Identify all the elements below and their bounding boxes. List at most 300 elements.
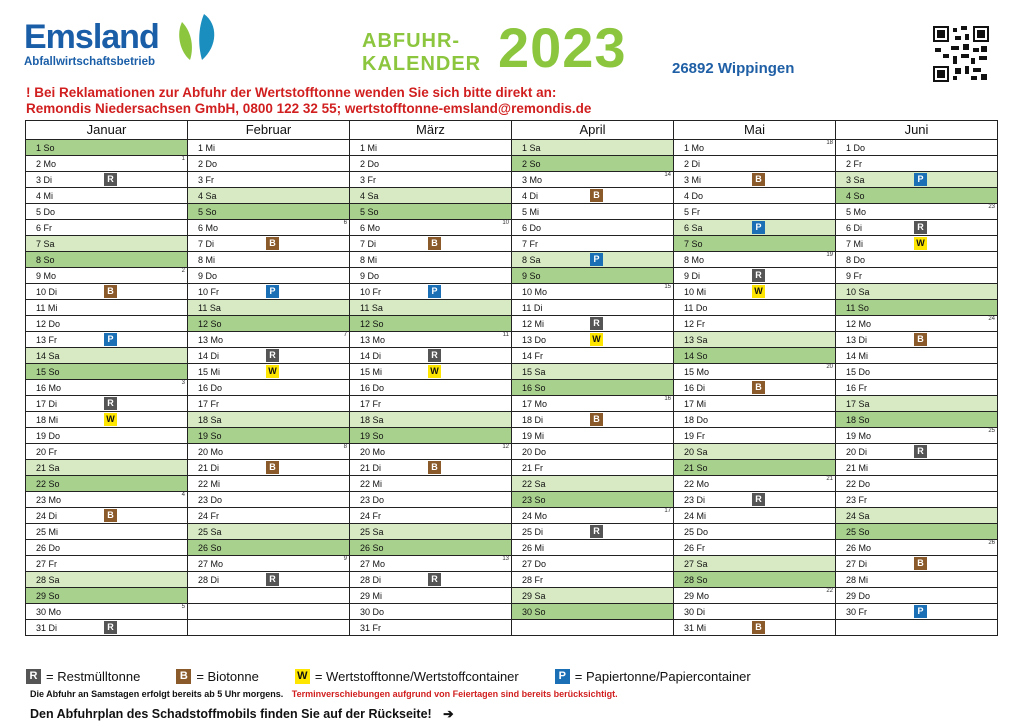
day-label: 27 Di: [846, 559, 868, 569]
papier-badge: P: [914, 173, 927, 186]
legend-item: [295, 669, 519, 684]
papier-badge: P: [104, 333, 117, 346]
day-cell: [836, 556, 997, 572]
day-cell: [350, 540, 511, 556]
day-cell: [836, 412, 997, 428]
day-cell: [188, 300, 349, 316]
day-cell: [512, 316, 673, 332]
day-label: 29 Mi: [360, 591, 383, 601]
day-label: 18 Do: [684, 415, 709, 425]
day-cell: [836, 380, 997, 396]
day-cell: [350, 412, 511, 428]
day-label: 30 So: [522, 607, 546, 617]
day-label: 3 Mi: [684, 175, 702, 185]
day-cell: [350, 188, 511, 204]
day-cell: [188, 236, 349, 252]
day-cell: [674, 540, 835, 556]
day-label: 20 Mo: [360, 447, 386, 457]
empty-day-cell: [836, 620, 997, 636]
day-cell: [26, 348, 187, 364]
day-label: 12 So: [198, 319, 222, 329]
day-cell: [26, 268, 187, 284]
day-cell: [674, 348, 835, 364]
day-cell: [350, 236, 511, 252]
legend-text: = Biotonne: [196, 669, 259, 684]
day-cell: [512, 492, 673, 508]
month-header: Juni: [836, 121, 997, 140]
day-label: 17 Fr: [198, 399, 220, 409]
empty-day-cell: [512, 620, 673, 636]
day-cell: [350, 508, 511, 524]
week-number: 15: [664, 284, 671, 290]
day-cell: [26, 316, 187, 332]
day-label: 18 Sa: [360, 415, 384, 425]
day-cell: [674, 268, 835, 284]
day-cell: [836, 156, 997, 172]
bio-badge: B: [176, 669, 191, 684]
day-label: 19 Mo: [846, 431, 872, 441]
day-cell: [350, 348, 511, 364]
day-label: 16 So: [522, 383, 546, 393]
month-column-april: [512, 121, 674, 636]
restmuell-badge: R: [752, 493, 765, 506]
week-number: 20: [826, 364, 833, 370]
week-number: 11: [502, 332, 509, 338]
day-cell: [674, 412, 835, 428]
qr-code-icon: [933, 26, 989, 82]
bio-badge: B: [428, 461, 441, 474]
day-cell: [26, 508, 187, 524]
day-cell: [350, 268, 511, 284]
day-label: 27 Do: [522, 559, 547, 569]
day-label: 15 Mo: [684, 367, 710, 377]
day-label: 7 Mi: [846, 239, 864, 249]
day-label: 14 Di: [360, 351, 382, 361]
schadstoff-text: Den Abfuhrplan des Schadstoffmobils finden Sie auf der Rückseite!: [30, 707, 432, 721]
day-label: 18 Di: [522, 415, 544, 425]
day-cell: [836, 268, 997, 284]
papier-badge: P: [555, 669, 570, 684]
day-cell: [836, 540, 997, 556]
day-label: 30 Fr: [846, 607, 868, 617]
day-label: 9 Do: [198, 271, 218, 281]
day-cell: [188, 204, 349, 220]
day-cell: [188, 252, 349, 268]
day-label: 14 Sa: [36, 351, 60, 361]
day-cell: [188, 220, 349, 236]
day-label: 10 Fr: [198, 287, 220, 297]
day-label: 4 Do: [684, 191, 704, 201]
day-label: 10 Sa: [846, 287, 870, 297]
day-label: 7 Sa: [36, 239, 55, 249]
bio-badge: B: [752, 621, 765, 634]
day-cell: [836, 332, 997, 348]
day-label: 24 Fr: [360, 511, 382, 521]
day-label: 22 Mo: [684, 479, 710, 489]
day-cell: [512, 380, 673, 396]
day-label: 21 Di: [198, 463, 220, 473]
day-cell: [512, 220, 673, 236]
day-label: 23 Fr: [846, 495, 868, 505]
day-label: 19 Mi: [522, 431, 545, 441]
day-label: 2 Di: [684, 159, 701, 169]
day-cell: [836, 220, 997, 236]
restmuell-badge: R: [590, 525, 603, 538]
month-header: Januar: [26, 121, 187, 140]
calendar-title: [362, 30, 481, 76]
day-cell: [836, 348, 997, 364]
bio-badge: B: [914, 333, 927, 346]
day-label: 20 Di: [846, 447, 868, 457]
day-cell: [26, 572, 187, 588]
week-number: 13: [502, 556, 509, 562]
day-cell: [512, 300, 673, 316]
day-label: 29 Mo: [684, 591, 710, 601]
day-label: 17 Fr: [360, 399, 382, 409]
week-number: 22: [826, 588, 833, 594]
legend-text: = Wertstofftonne/Wertstoffcontainer: [314, 669, 519, 684]
day-label: 14 Di: [198, 351, 220, 361]
day-label: 4 Sa: [360, 191, 379, 201]
day-label: 29 So: [36, 591, 60, 601]
leaf-logo-icon: [174, 12, 220, 64]
day-label: 14 Fr: [522, 351, 544, 361]
day-label: 8 Mo: [684, 255, 705, 265]
day-cell: [26, 204, 187, 220]
logo-subtitle: Abfallwirtschaftsbetrieb: [24, 56, 155, 68]
day-label: 4 Mi: [36, 191, 54, 201]
day-label: 22 Mi: [360, 479, 383, 489]
day-label: 10 Mo: [522, 287, 548, 297]
day-label: 15 Sa: [522, 367, 546, 377]
week-number: 6: [343, 220, 347, 226]
day-label: 1 Mo: [684, 143, 705, 153]
day-label: 19 Fr: [684, 431, 706, 441]
day-label: 26 Mi: [522, 543, 545, 553]
day-cell: [674, 444, 835, 460]
day-label: 6 Fr: [36, 223, 53, 233]
day-cell: [26, 156, 187, 172]
day-cell: [350, 364, 511, 380]
day-cell: [188, 460, 349, 476]
bio-badge: B: [752, 173, 765, 186]
day-cell: [512, 236, 673, 252]
month-header: Februar: [188, 121, 349, 140]
day-cell: [512, 172, 673, 188]
day-cell: [674, 284, 835, 300]
day-cell: [26, 364, 187, 380]
day-label: 27 Sa: [684, 559, 708, 569]
day-cell: [350, 300, 511, 316]
day-label: 12 Do: [36, 319, 61, 329]
day-cell: [350, 396, 511, 412]
day-cell: [674, 396, 835, 412]
day-cell: [674, 556, 835, 572]
day-cell: [350, 444, 511, 460]
day-label: 5 Mo: [846, 207, 867, 217]
day-label: 24 Di: [36, 511, 58, 521]
day-cell: [26, 460, 187, 476]
day-cell: [512, 364, 673, 380]
day-label: 20 Mo: [198, 447, 224, 457]
legend: [26, 669, 787, 684]
day-cell: [836, 572, 997, 588]
day-cell: [512, 604, 673, 620]
day-label: 24 Mo: [522, 511, 548, 521]
logo-wordmark: Emsland: [24, 18, 159, 56]
day-label: 11 Sa: [198, 303, 221, 313]
restmuell-badge: R: [428, 349, 441, 362]
day-cell: [836, 252, 997, 268]
day-label: 10 Mi: [684, 287, 707, 297]
day-label: 23 Do: [198, 495, 223, 505]
day-label: 4 So: [846, 191, 865, 201]
restmuell-badge: R: [266, 349, 279, 362]
day-label: 5 So: [198, 207, 217, 217]
wertstoff-badge: W: [428, 365, 441, 378]
day-cell: [26, 252, 187, 268]
day-cell: [350, 252, 511, 268]
day-cell: [26, 188, 187, 204]
day-cell: [188, 428, 349, 444]
legend-item: [26, 669, 140, 684]
day-cell: [836, 524, 997, 540]
restmuell-badge: R: [914, 221, 927, 234]
wertstoff-badge: W: [104, 413, 117, 426]
day-label: 28 Di: [360, 575, 382, 585]
papier-badge: P: [914, 605, 927, 618]
empty-day-cell: [188, 588, 349, 604]
day-label: 17 Mi: [684, 399, 707, 409]
day-label: 2 Fr: [846, 159, 863, 169]
day-cell: [674, 476, 835, 492]
day-cell: [836, 508, 997, 524]
day-cell: [350, 316, 511, 332]
day-cell: [188, 476, 349, 492]
day-label: 18 Sa: [198, 415, 222, 425]
day-label: 3 Fr: [198, 175, 215, 185]
place-name: 26892 Wippingen: [672, 60, 795, 77]
day-label: 13 Mo: [198, 335, 224, 345]
day-cell: [350, 476, 511, 492]
day-label: 3 Fr: [360, 175, 377, 185]
day-label: 28 Di: [198, 575, 220, 585]
week-number: 26: [988, 540, 995, 546]
day-label: 15 Mi: [198, 367, 221, 377]
day-cell: [674, 380, 835, 396]
day-label: 7 So: [684, 239, 703, 249]
day-cell: [26, 172, 187, 188]
day-cell: [26, 428, 187, 444]
day-label: 14 Mi: [846, 351, 869, 361]
day-cell: [26, 620, 187, 636]
day-label: 15 Mi: [360, 367, 383, 377]
day-label: 8 Mi: [198, 255, 216, 265]
day-cell: [674, 156, 835, 172]
week-number: 21: [826, 476, 833, 482]
day-cell: [350, 556, 511, 572]
day-label: 10 Di: [36, 287, 58, 297]
day-label: 21 So: [684, 463, 708, 473]
month-header: Mai: [674, 121, 835, 140]
day-label: 23 Di: [684, 495, 706, 505]
restmuell-badge: R: [26, 669, 41, 684]
day-label: 13 Di: [846, 335, 868, 345]
day-cell: [26, 556, 187, 572]
restmuell-badge: R: [428, 573, 441, 586]
month-column-mai: [674, 121, 836, 636]
month-column-juni: [836, 121, 998, 636]
week-number: 18: [826, 140, 833, 146]
day-label: 13 Mo: [360, 335, 386, 345]
week-number: 16: [664, 396, 671, 402]
week-number: 17: [664, 508, 671, 514]
day-label: 12 Mi: [522, 319, 545, 329]
day-label: 2 So: [522, 159, 541, 169]
day-cell: [674, 620, 835, 636]
day-label: 27 Fr: [36, 559, 58, 569]
week-number: 4: [181, 492, 185, 498]
day-label: 22 So: [36, 479, 60, 489]
footer-notes: [30, 689, 618, 699]
day-cell: [674, 220, 835, 236]
day-cell: [26, 284, 187, 300]
day-label: 13 Fr: [36, 335, 58, 345]
day-cell: [674, 460, 835, 476]
day-cell: [674, 204, 835, 220]
day-label: 9 Di: [684, 271, 701, 281]
holiday-note: Terminverschiebungen aufgrund von Feiertagen sind bereits berücksichtigt.: [291, 689, 618, 699]
day-label: 3 Sa: [846, 175, 865, 185]
legend-item: [176, 669, 259, 684]
day-label: 15 Do: [846, 367, 871, 377]
day-cell: [836, 188, 997, 204]
week-number: 25: [988, 428, 995, 434]
week-number: 24: [988, 316, 995, 322]
day-cell: [188, 556, 349, 572]
day-label: 6 Do: [522, 223, 542, 233]
day-label: 9 So: [522, 271, 541, 281]
day-label: 12 So: [360, 319, 384, 329]
day-cell: [674, 236, 835, 252]
day-cell: [512, 588, 673, 604]
bio-badge: B: [590, 189, 603, 202]
day-cell: [674, 140, 835, 156]
day-cell: [674, 252, 835, 268]
day-label: 6 Di: [846, 223, 863, 233]
restmuell-badge: R: [266, 573, 279, 586]
day-label: 30 Di: [684, 607, 706, 617]
day-cell: [350, 428, 511, 444]
day-cell: [188, 156, 349, 172]
day-label: 8 Do: [846, 255, 866, 265]
day-label: 23 Mo: [36, 495, 62, 505]
day-cell: [836, 444, 997, 460]
day-label: 4 Di: [522, 191, 539, 201]
day-label: 21 Di: [360, 463, 382, 473]
day-cell: [512, 460, 673, 476]
day-cell: [350, 140, 511, 156]
day-label: 22 Mi: [198, 479, 221, 489]
day-label: 6 Mo: [198, 223, 219, 233]
day-label: 5 Fr: [684, 207, 701, 217]
day-cell: [26, 396, 187, 412]
day-cell: [512, 428, 673, 444]
day-label: 28 Mi: [846, 575, 869, 585]
day-label: 13 Do: [522, 335, 547, 345]
complaint-notice: [26, 85, 591, 117]
day-cell: [26, 236, 187, 252]
day-cell: [26, 412, 187, 428]
month-column-januar: [26, 121, 188, 636]
bio-badge: B: [752, 381, 765, 394]
day-cell: [512, 252, 673, 268]
week-number: 9: [343, 556, 347, 562]
day-cell: [188, 268, 349, 284]
day-cell: [188, 332, 349, 348]
day-label: 12 Fr: [684, 319, 706, 329]
day-label: 6 Sa: [684, 223, 703, 233]
restmuell-badge: R: [104, 621, 117, 634]
day-cell: [26, 220, 187, 236]
papier-badge: P: [428, 285, 441, 298]
day-cell: [674, 508, 835, 524]
day-cell: [188, 188, 349, 204]
day-label: 1 So: [36, 143, 55, 153]
day-label: 2 Do: [198, 159, 218, 169]
day-cell: [836, 428, 997, 444]
day-cell: [26, 140, 187, 156]
day-label: 14 So: [684, 351, 708, 361]
day-cell: [350, 604, 511, 620]
bio-badge: B: [428, 237, 441, 250]
wertstoff-badge: W: [590, 333, 603, 346]
bio-badge: B: [104, 285, 117, 298]
day-cell: [674, 172, 835, 188]
day-cell: [674, 316, 835, 332]
day-cell: [350, 380, 511, 396]
day-label: 31 Mi: [684, 623, 707, 633]
day-label: 26 Do: [36, 543, 61, 553]
day-label: 11 Do: [684, 303, 708, 313]
day-label: 9 Do: [360, 271, 380, 281]
calendar-year: 2023: [498, 16, 627, 79]
day-label: 27 Mo: [198, 559, 224, 569]
bio-badge: B: [266, 237, 279, 250]
day-cell: [26, 300, 187, 316]
day-label: 19 Do: [36, 431, 61, 441]
day-cell: [512, 412, 673, 428]
title-line-2: KALENDER: [362, 53, 482, 75]
day-label: 28 So: [684, 575, 708, 585]
day-label: 17 Mo: [522, 399, 548, 409]
day-label: 24 Mi: [684, 511, 707, 521]
day-label: 4 Sa: [198, 191, 217, 201]
day-label: 1 Mi: [198, 143, 216, 153]
day-label: 5 So: [360, 207, 379, 217]
day-cell: [350, 492, 511, 508]
day-cell: [350, 620, 511, 636]
day-cell: [674, 332, 835, 348]
week-number: 5: [181, 604, 185, 610]
day-cell: [674, 524, 835, 540]
day-label: 26 Mo: [846, 543, 872, 553]
day-label: 21 Mi: [846, 463, 869, 473]
day-label: 21 Sa: [36, 463, 60, 473]
day-label: 13 Sa: [684, 335, 708, 345]
day-label: 23 So: [522, 495, 546, 505]
day-cell: [836, 284, 997, 300]
